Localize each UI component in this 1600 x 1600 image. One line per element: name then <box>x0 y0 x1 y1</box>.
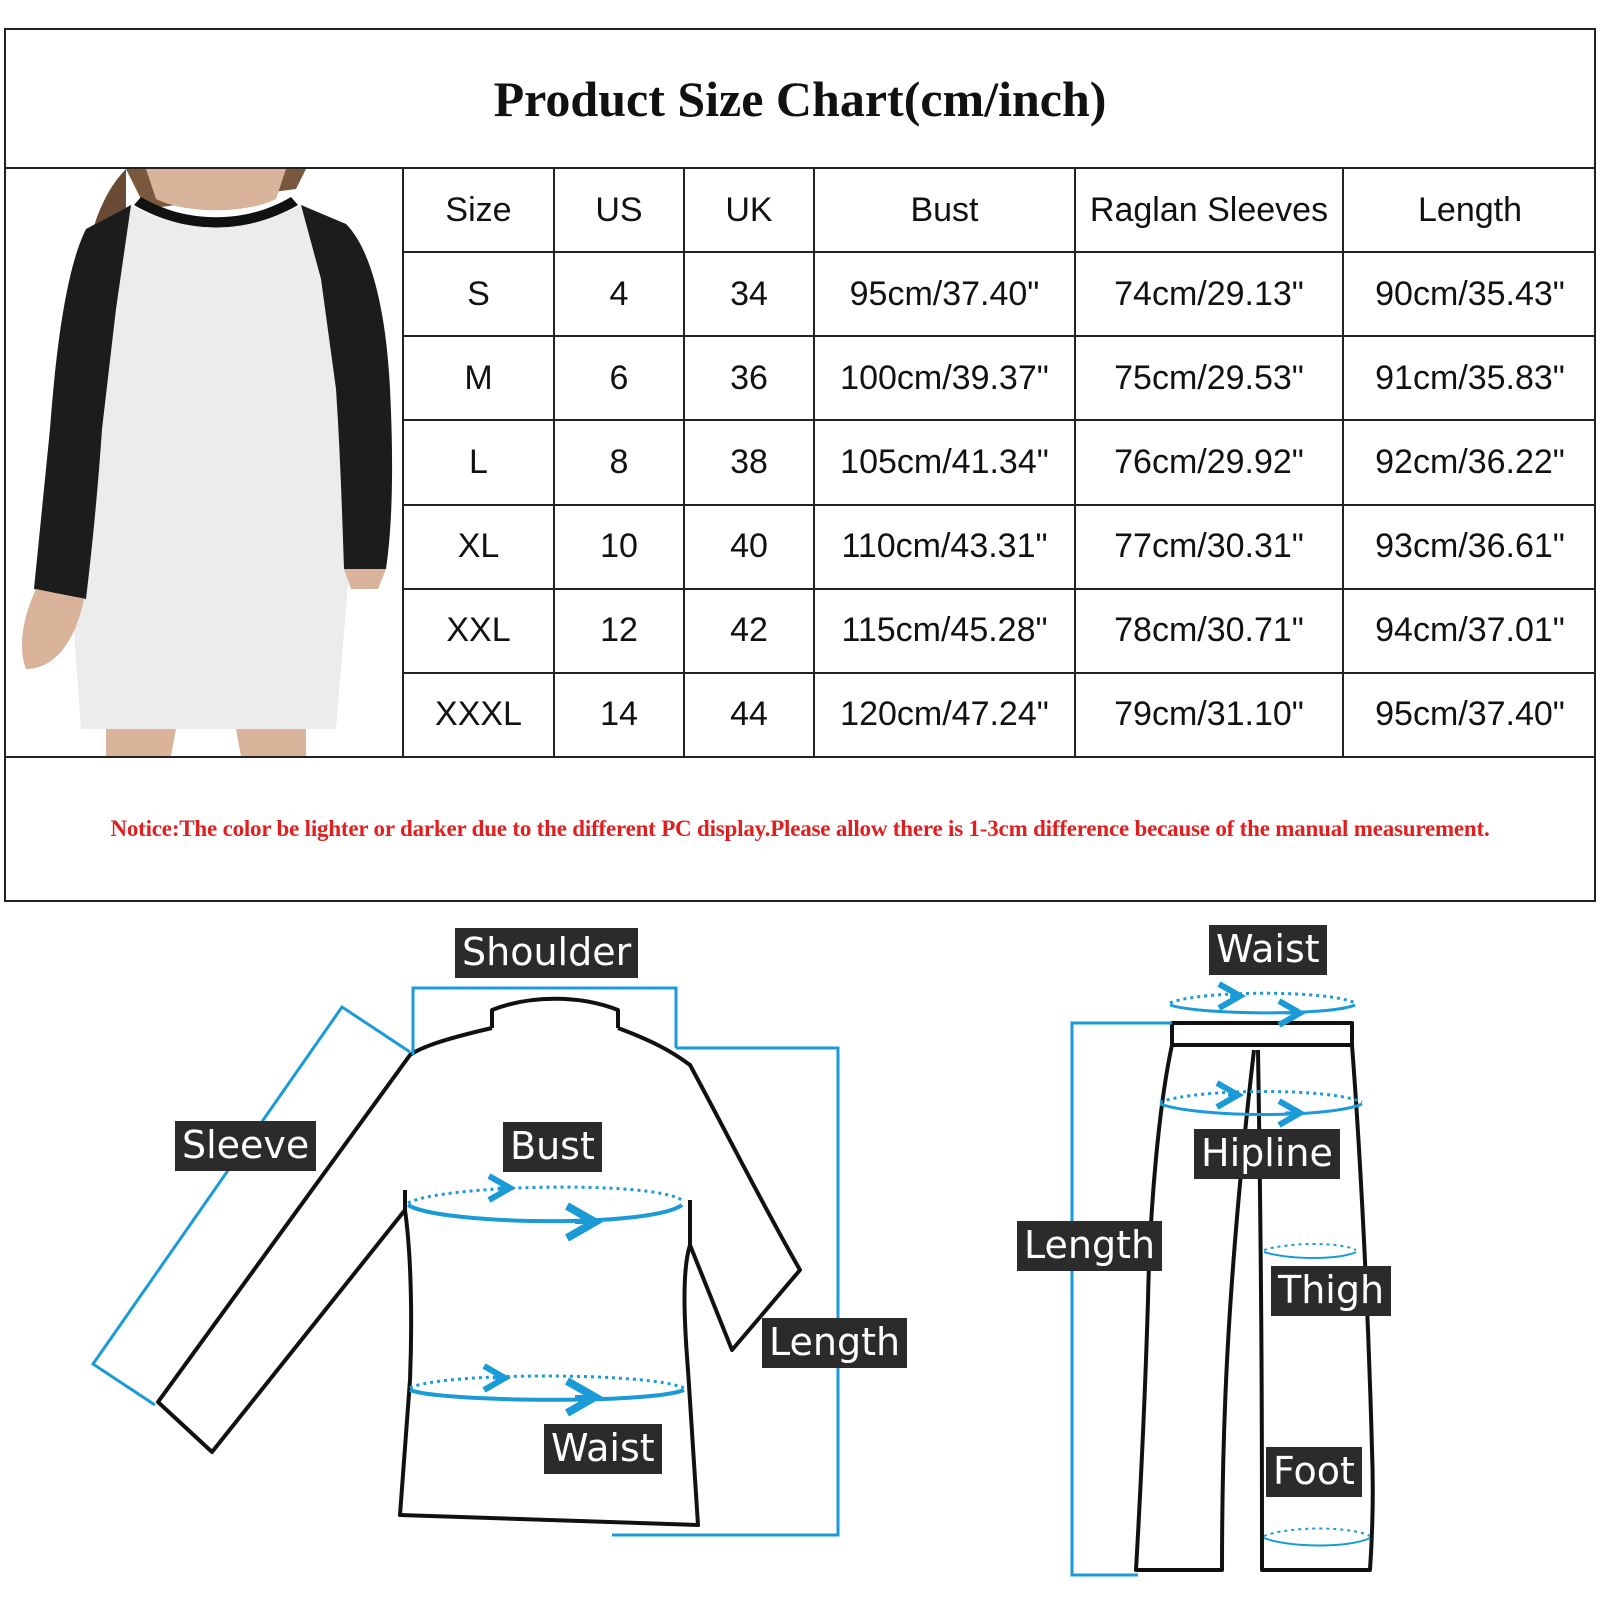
thigh-measure <box>1264 1244 1356 1258</box>
header-cell: UK <box>684 169 814 252</box>
table-cell: 92cm/36.22" <box>1343 420 1596 504</box>
header-cell: Bust <box>814 169 1075 252</box>
bust-measure <box>408 1187 682 1222</box>
header-cell: Length <box>1343 169 1596 252</box>
table-cell: 91cm/35.83" <box>1343 336 1596 420</box>
table-cell: 34 <box>684 252 814 336</box>
header-cell: US <box>554 169 684 252</box>
table-cell: 115cm/45.28" <box>814 589 1075 673</box>
hipline-measure <box>1160 1092 1362 1115</box>
table-cell: 74cm/29.13" <box>1075 252 1343 336</box>
chart-title: Product Size Chart(cm/inch) <box>6 30 1594 169</box>
table-cell: XL <box>404 505 554 589</box>
shoulder-label: Shoulder <box>455 928 638 978</box>
table-cell: 120cm/47.24" <box>814 673 1075 756</box>
pants-length-measure <box>1072 1023 1172 1575</box>
length-label: Length <box>762 1318 907 1368</box>
header-cell: Raglan Sleeves <box>1075 169 1343 252</box>
bust-label: Bust <box>503 1122 602 1172</box>
thigh-label: Thigh <box>1271 1266 1391 1316</box>
table-cell: 93cm/36.61" <box>1343 505 1596 589</box>
table-cell: 79cm/31.10" <box>1075 673 1343 756</box>
table-cell: 6 <box>554 336 684 420</box>
table-cell: 40 <box>684 505 814 589</box>
table-cell: 4 <box>554 252 684 336</box>
table-cell: XXXL <box>404 673 554 756</box>
hipline-label: Hipline <box>1194 1129 1340 1179</box>
waist-measure <box>410 1376 684 1400</box>
table-cell: 76cm/29.92" <box>1075 420 1343 504</box>
table-cell: 77cm/30.31" <box>1075 505 1343 589</box>
table-cell: 94cm/37.01" <box>1343 589 1596 673</box>
table-cell: S <box>404 252 554 336</box>
table-cell: 75cm/29.53" <box>1075 336 1343 420</box>
table-cell: 44 <box>684 673 814 756</box>
foot-measure <box>1264 1529 1370 1546</box>
table-cell: 42 <box>684 589 814 673</box>
table-cell: M <box>404 336 554 420</box>
table-cell: L <box>404 420 554 504</box>
sleeve-label: Sleeve <box>175 1121 316 1171</box>
table-cell: 110cm/43.31" <box>814 505 1075 589</box>
table-cell: 105cm/41.34" <box>814 420 1075 504</box>
table-cell: 14 <box>554 673 684 756</box>
table-cell: 10 <box>554 505 684 589</box>
pants-waist-measure <box>1170 993 1355 1013</box>
sleeve-measure <box>93 1007 410 1405</box>
table-cell: 100cm/39.37" <box>814 336 1075 420</box>
header-cell: Size <box>404 169 554 252</box>
notice-text: Notice:The color be lighter or darker due to the different PC display.Please allow there is 1-3cm difference because of the manual measurement. <box>110 816 1490 841</box>
table-cell: 8 <box>554 420 684 504</box>
pants-waist-label: Waist <box>1209 925 1327 975</box>
table-cell: 36 <box>684 336 814 420</box>
table-cell: 95cm/37.40" <box>814 252 1075 336</box>
pants-length-label: Length <box>1017 1221 1162 1271</box>
table-cell: 12 <box>554 589 684 673</box>
table-cell: 95cm/37.40" <box>1343 673 1596 756</box>
table-cell: 38 <box>684 420 814 504</box>
shirt-outline <box>158 999 800 1525</box>
foot-label: Foot <box>1266 1447 1362 1497</box>
waist-label: Waist <box>544 1424 662 1474</box>
table-cell: 90cm/35.43" <box>1343 252 1596 336</box>
table-cell: XXL <box>404 589 554 673</box>
table-cell: 78cm/30.71" <box>1075 589 1343 673</box>
